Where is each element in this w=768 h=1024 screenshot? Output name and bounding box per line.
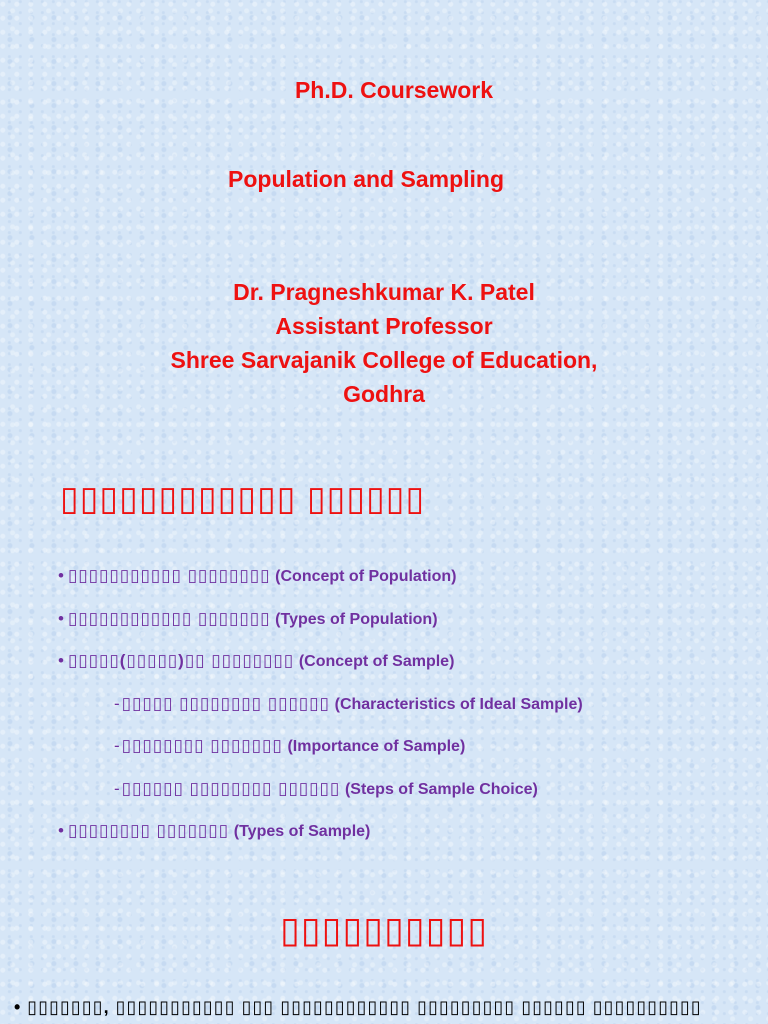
list-item — [58, 691, 583, 734]
list-item-english-text: (Characteristics of Ideal Sample) — [334, 695, 583, 713]
author-designation: Assistant Professor — [275, 313, 493, 339]
list-item-english-text: (Importance of Sample) — [287, 738, 466, 755]
list-item-english-text: (Types of Sample) — [233, 823, 371, 840]
list-item-native-text: ▯▯▯▯▯▯▯▯▯▯▯ ▯▯▯▯▯▯▯▯ — [67, 566, 271, 585]
dash-marker: - — [114, 693, 120, 713]
list-item-native-text: ▯▯▯▯▯ ▯▯▯▯▯▯▯▯ ▯▯▯▯▯▯ — [121, 693, 330, 713]
bullet-marker: • — [58, 821, 64, 840]
course-title: Ph.D. Coursework — [294, 77, 494, 103]
bullet-marker: • — [58, 608, 64, 628]
list-item-native-text: ▯▯▯▯▯▯▯▯ ▯▯▯▯▯▯▯ — [67, 821, 230, 840]
list-item — [58, 733, 583, 776]
list-item-native-text: ▯▯▯▯▯▯▯▯ ▯▯▯▯▯▯▯ — [121, 736, 283, 755]
dash-marker: - — [114, 736, 120, 755]
list-item-english-text: (Steps of Sample Choice) — [344, 780, 538, 798]
contents-heading: ▯▯▯▯▯▯▯▯▯▯▯▯ ▯▯▯▯▯▯ — [60, 480, 426, 518]
list-item-native-text: ▯▯▯▯▯▯▯▯▯▯▯▯ ▯▯▯▯▯▯▯ — [67, 608, 271, 628]
list-item — [58, 606, 583, 649]
introduction-heading: ▯▯▯▯▯▯▯▯▯▯ — [279, 909, 489, 950]
topic-title: Population and Sampling — [228, 166, 504, 192]
bullet-marker: • — [58, 651, 64, 670]
dash-marker: - — [114, 778, 120, 798]
list-item — [58, 776, 583, 819]
list-item-native-text: ▯▯▯▯▯(▯▯▯▯▯)▯▯ ▯▯▯▯▯▯▯▯ — [67, 651, 295, 670]
list-item — [58, 563, 583, 606]
author-name: Dr. Pragneshkumar K. Patel — [233, 279, 535, 305]
contents-list — [58, 563, 583, 861]
introduction-first-line: • ▯▯▯▯▯▯▯, ▯▯▯▯▯▯▯▯▯▯▯ ▯▯▯ ▯▯▯▯▯▯▯▯▯▯▯▯ ▯▯▯▯▯▯▯▯▯ ▯▯▯▯▯▯ ▯▯▯▯▯▯▯▯▯▯ — [14, 997, 702, 1017]
list-item-native-text: ▯▯▯▯▯▯ ▯▯▯▯▯▯▯▯ ▯▯▯▯▯▯ — [121, 778, 341, 798]
author-institution: Shree Sarvajanik College of Education, — [170, 347, 598, 373]
list-item — [58, 818, 583, 861]
list-item-english-text: (Types of Population) — [275, 610, 438, 628]
list-item — [58, 648, 583, 691]
list-item-english-text: (Concept of Sample) — [298, 653, 455, 670]
bullet-marker: • — [58, 566, 64, 585]
author-block — [0, 275, 768, 411]
list-item-english-text: (Concept of Population) — [275, 568, 457, 585]
author-city: Godhra — [343, 381, 425, 407]
